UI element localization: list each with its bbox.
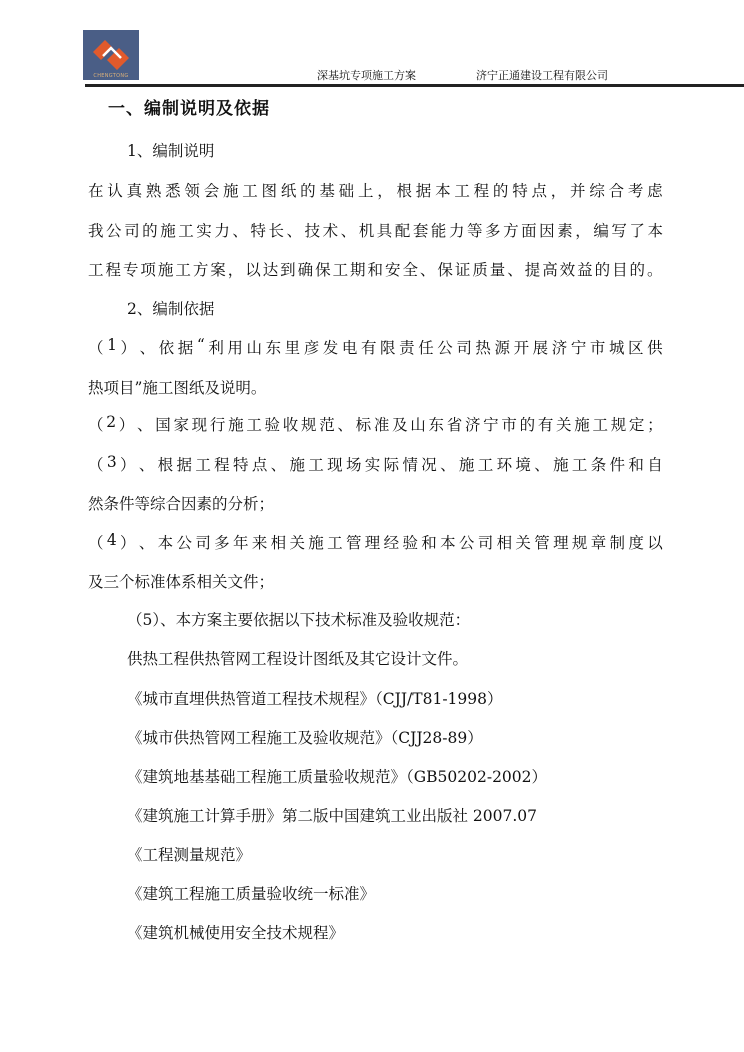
reference-item: 《城市供热管网工程施工及验收规范》（CJJ28-89） — [127, 729, 483, 747]
header-doc-title: 深基坑专项施工方案 — [317, 69, 416, 82]
header-rule — [85, 84, 744, 87]
section-title: 一、编制说明及依据 — [108, 99, 270, 119]
logo-brand-text: CHENGTONG — [93, 73, 129, 79]
reference-item: 《建筑工程施工质量验收统一标准》 — [127, 885, 376, 903]
paragraph-line: 然条件等综合因素的分析； — [88, 495, 275, 513]
reference-item: 《建筑机械使用安全技术规程》 — [127, 924, 345, 942]
reference-item: 《建筑施工计算手册》第二版中国建筑工业出版社 2007.07 — [127, 807, 538, 825]
reference-item: 《工程测量规范》 — [127, 846, 252, 864]
paragraph-line: （ 2 ） 、 国 家 现 行 施 工 验 收 规 范 、 标 准 及 山 东 省 济 宁 市 的 有 关 施 工 规 定 ； — [88, 413, 663, 434]
paragraph-line: 在 认 真 熟 悉 领 会 施 工 图 纸 的 基 础 上 ， 根 据 本 工 程 的 特 点 ， 并 综 合 考 虑 — [88, 182, 663, 200]
paragraph-line: 热项目”施工图纸及说明。 — [88, 379, 267, 397]
paragraph-line: 工 程 专 项 施 工 方 案 ， 以 达 到 确 保 工 期 和 安 全 、 保 证 质 量 、 提 高 效 益 的 目 的 。 — [88, 261, 663, 279]
company-logo — [83, 30, 139, 80]
subheading-1: 1、编制说明 — [127, 142, 215, 160]
paragraph-line: 我 公 司 的 施 工 实 力 、 特 长 、 技 术 、 机 具 配 套 能 力 等 多 方 面 因 素 ， 编 写 了 本 — [88, 222, 663, 240]
paragraph-line: 供热工程供热管网工程设计图纸及其它设计文件。 — [127, 650, 469, 668]
paragraph-line: （ 3 ） 、 根 据 工 程 特 点 、 施 工 现 场 实 际 情 况 、 施 工 环 境 、 施 工 条 件 和 自 — [88, 453, 663, 474]
paragraph-line: 及三个标准体系相关文件； — [88, 573, 275, 591]
paragraph-line: （ 1 ） 、 依 据 “ 利 用 山 东 里 彦 发 电 有 限 责 任 公 司 热 源 开 展 济 宁 市 城 区 供 — [88, 336, 663, 357]
header-company: 济宁正通建设工程有限公司 — [476, 69, 608, 82]
subheading-2: 2、编制依据 — [127, 300, 215, 318]
paragraph-line: （5）、本方案主要依据以下技术标准及验收规范： — [127, 611, 471, 629]
paragraph-line: （ 4 ） 、 本 公 司 多 年 来 相 关 施 工 管 理 经 验 和 本 公 司 相 关 管 理 规 章 制 度 以 — [88, 531, 663, 552]
reference-item: 《建筑地基基础工程施工质量验收规范》（GB50202-2002） — [127, 768, 548, 786]
reference-item: 《城市直埋供热管道工程技术规程》（CJJ/T81-1998） — [127, 690, 503, 708]
